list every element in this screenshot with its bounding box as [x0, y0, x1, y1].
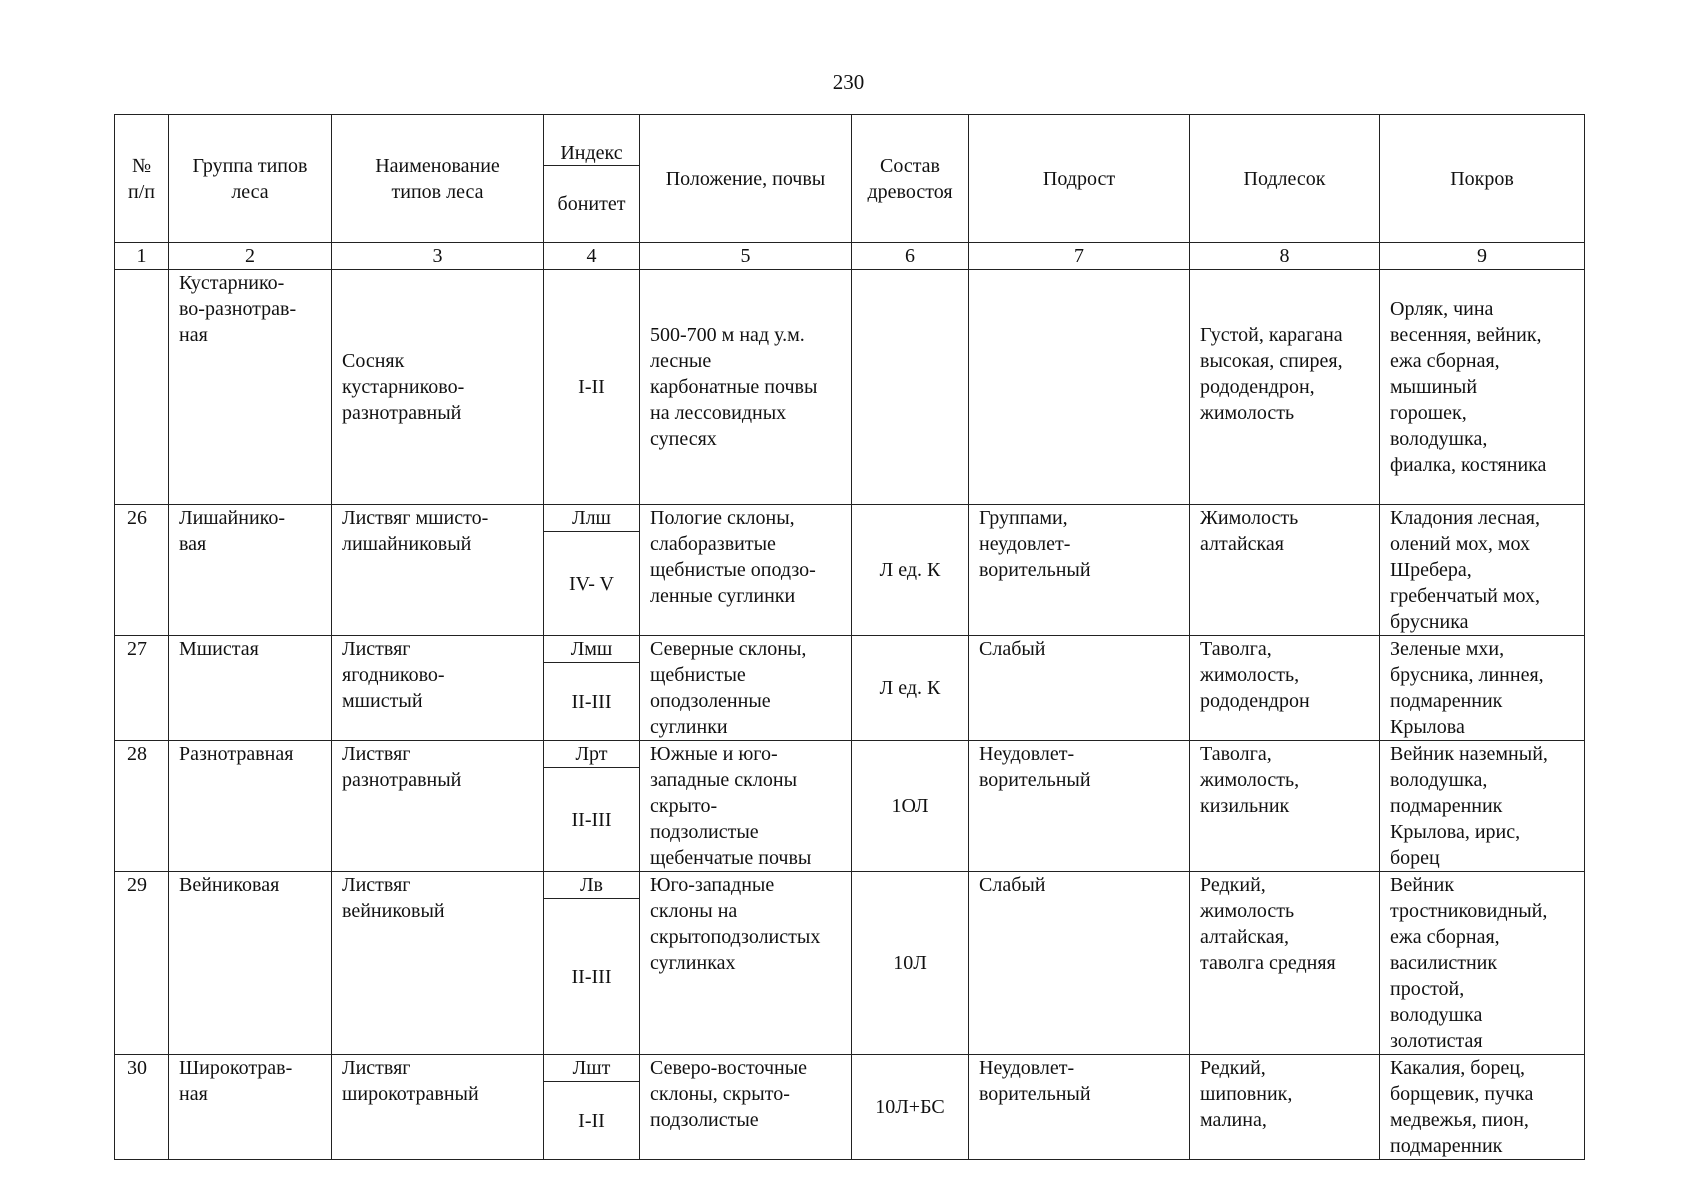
column-numbers-row [115, 243, 1585, 270]
column-number: 1 [115, 243, 169, 270]
header-position: Положение, почвы [640, 115, 852, 243]
header-group: Группа типов леса [169, 115, 332, 243]
header-index-bottom: бонитет [557, 193, 626, 215]
stand-composition: 1ОЛ [852, 741, 969, 872]
index-code: Лшт [544, 1055, 639, 1082]
ground-cover: Вейник наземный, володушка, подмаренник Крылова, ирис, борец [1380, 741, 1585, 872]
index-bonitet-box [544, 1055, 639, 1159]
header-row [115, 115, 1585, 243]
stand-composition: Л ед. К [852, 636, 969, 741]
index-bonitet-box [544, 741, 639, 871]
forest-group: Лишайнико- вая [169, 505, 332, 636]
stand-composition [852, 270, 969, 505]
row-number: 26 [115, 505, 169, 636]
ground-cover: Орляк, чина весенняя, вейник, ежа сборная, мышиный горошек, володушка, фиалка, костяника [1380, 270, 1585, 505]
ground-cover: Зеленые мхи, брусника, линнея, подмаренник Крылова [1380, 636, 1585, 741]
ground-cover: Кладония лесная, олений мох, мох Шребера, гребенчатый мох, брусника [1380, 505, 1585, 636]
page-number: 230 [832, 70, 865, 94]
header-cover: Покров [1380, 115, 1585, 243]
undergrowth: Неудовлет- ворительный [969, 1055, 1190, 1160]
table-row [115, 741, 1585, 872]
row-number: 29 [115, 872, 169, 1055]
index-bonitet [544, 1055, 640, 1160]
table-row [115, 636, 1585, 741]
forest-type-name: Сосняк кустарниково- разнотравный [332, 270, 544, 505]
forest-types-table [114, 114, 1585, 1160]
forest-group: Вейниковая [169, 872, 332, 1055]
table-row [115, 1055, 1585, 1160]
bonitet-class: II-III [571, 690, 612, 713]
header-underbrush: Подлесок [1190, 115, 1380, 243]
position-soils: 500-700 м над у.м. лесные карбонатные почвы на лессовидных супесях [640, 270, 852, 505]
forest-group: Широкотрав- ная [169, 1055, 332, 1160]
underbrush: Густой, карагана высокая, спирея, рододендрон, жимолость [1190, 270, 1380, 505]
column-number: 6 [852, 243, 969, 270]
position-soils: Юго-западные склоны на скрытоподзолистых суглинках [640, 872, 852, 1055]
column-number: 3 [332, 243, 544, 270]
stand-composition: 10Л [852, 872, 969, 1055]
index-code: Лмш [544, 636, 639, 663]
bonitet-class: II-III [571, 965, 612, 988]
table-row [115, 270, 1585, 505]
forest-group: Разнотравная [169, 741, 332, 872]
undergrowth: Слабый [969, 636, 1190, 741]
column-number: 7 [969, 243, 1190, 270]
column-number: 9 [1380, 243, 1585, 270]
underbrush: Редкий, шиповник, малина, [1190, 1055, 1380, 1160]
index-bonitet [544, 872, 640, 1055]
ground-cover: Какалия, борец, борщевик, пучка медвежья, пион, подмаренник [1380, 1055, 1585, 1160]
forest-type-name: Листвяг широкотравный [332, 1055, 544, 1160]
forest-type-name: Листвяг ягодниково- мшистый [332, 636, 544, 741]
position-soils: Северо-восточные склоны, скрыто- подзолистые [640, 1055, 852, 1160]
index-bonitet [544, 741, 640, 872]
table-row [115, 505, 1585, 636]
underbrush: Таволга, жимолость, рододендрон [1190, 636, 1380, 741]
index-bonitet [544, 505, 640, 636]
forest-type-name: Листвяг мшисто- лишайниковый [332, 505, 544, 636]
ground-cover: Вейник тростниковидный, ежа сборная, василистник простой, володушка золотистая [1380, 872, 1585, 1055]
underbrush: Жимолость алтайская [1190, 505, 1380, 636]
bonitet-class: IV- V [568, 572, 614, 595]
table-row [115, 872, 1585, 1055]
index-code: Ллш [544, 505, 639, 532]
column-number: 4 [544, 243, 640, 270]
row-number: 30 [115, 1055, 169, 1160]
index-code: Лв [544, 872, 639, 899]
column-number: 2 [169, 243, 332, 270]
header-index-top: Индекс [544, 141, 639, 166]
header-index [544, 115, 640, 243]
row-number: 28 [115, 741, 169, 872]
column-number: 5 [640, 243, 852, 270]
undergrowth [969, 270, 1190, 505]
bonitet-class: I-II [578, 376, 605, 398]
forest-group: Мшистая [169, 636, 332, 741]
row-number: 27 [115, 636, 169, 741]
position-soils: Южные и юго- западные склоны скрыто- подзолистые щебенчатые почвы [640, 741, 852, 872]
underbrush: Таволга, жимолость, кизильник [1190, 741, 1380, 872]
row-number [115, 270, 169, 505]
header-composition: Состав древостоя [852, 115, 969, 243]
position-soils: Северные склоны, щебнистые оподзоленные суглинки [640, 636, 852, 741]
bonitet-class: II-III [571, 808, 612, 831]
undergrowth: Слабый [969, 872, 1190, 1055]
index-bonitet-box [544, 636, 639, 740]
undergrowth: Неудовлет- ворительный [969, 741, 1190, 872]
bonitet-class: I-II [578, 1109, 605, 1132]
column-number: 8 [1190, 243, 1380, 270]
position-soils: Пологие склоны, слаборазвитые щебнистые оподзо- ленные суглинки [640, 505, 852, 636]
index-bonitet-box [544, 872, 639, 1054]
index-bonitet-box [544, 270, 639, 504]
stand-composition: 10Л+БС [852, 1055, 969, 1160]
header-num: № п/п [115, 115, 169, 243]
header-name: Наименование типов леса [332, 115, 544, 243]
stand-composition: Л ед. К [852, 505, 969, 636]
undergrowth: Группами, неудовлет- ворительный [969, 505, 1190, 636]
forest-group: Кустарнико- во-разнотрав- ная [169, 270, 332, 505]
header-undergrowth: Подрост [969, 115, 1190, 243]
forest-type-name: Листвяг разнотравный [332, 741, 544, 872]
forest-type-name: Листвяг вейниковый [332, 872, 544, 1055]
underbrush: Редкий, жимолость алтайская, таволга средняя [1190, 872, 1380, 1055]
index-bonitet [544, 270, 640, 505]
index-code: Лрт [544, 741, 639, 768]
index-bonitet [544, 636, 640, 741]
index-bonitet-box [544, 505, 639, 635]
